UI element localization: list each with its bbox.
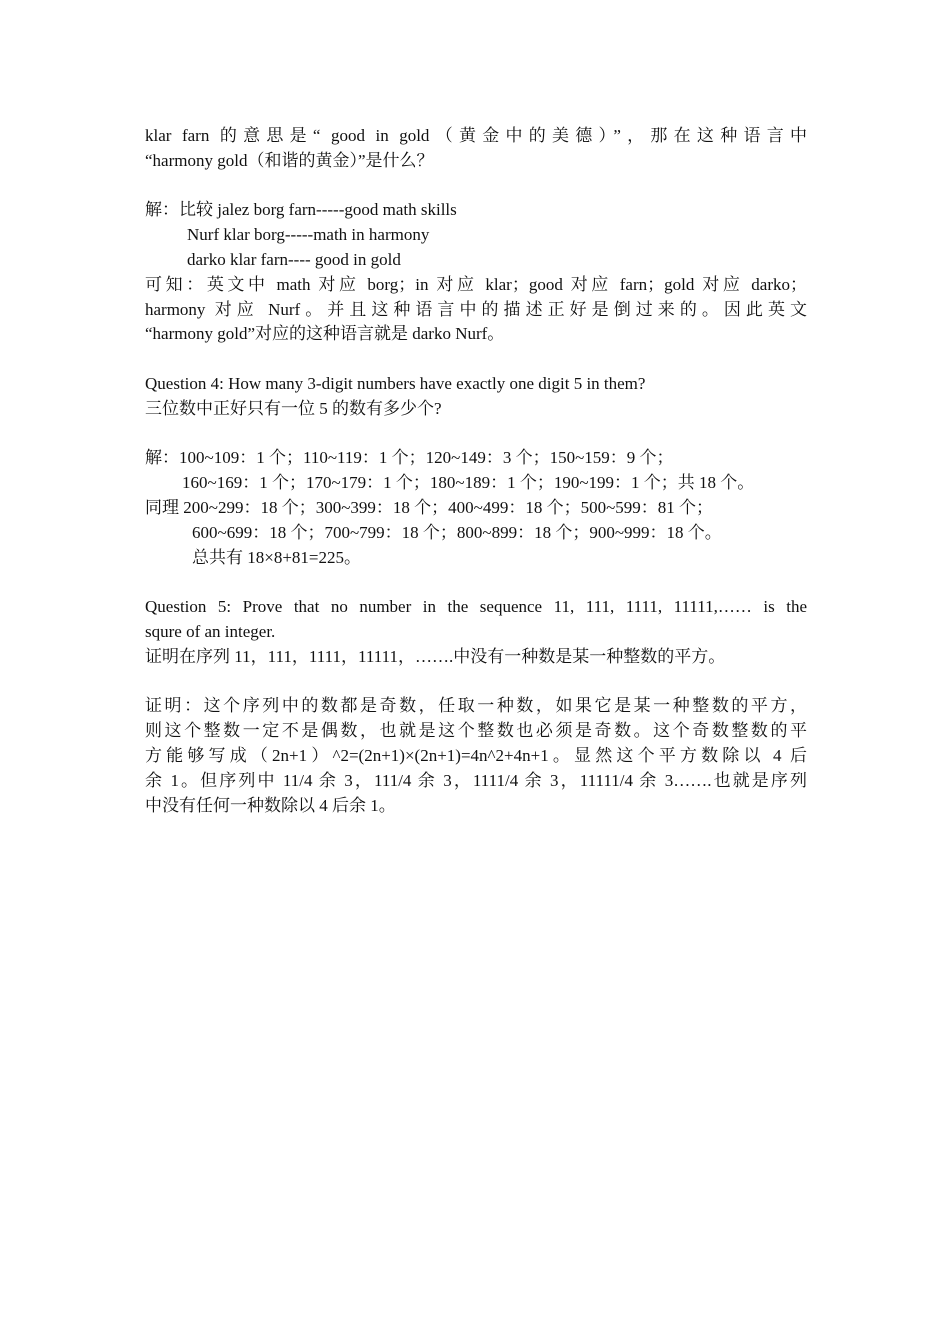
solution-4-line-4: 600~699：18 个；700~799：18 个；800~899：18 个；900~999：18 个。 <box>192 522 722 542</box>
solution-4-line-2: 160~169：1 个；170~179：1 个；180~189：1 个；190~199：1 个；共 18 个。 <box>182 473 755 493</box>
question-5-english-line-1: Question 5: Prove that no number in the sequence 11, 111, 1111, 11111,…… is the <box>145 597 807 617</box>
question-4-english: Question 4: How many 3-digit numbers have exactly one digit 5 in them? <box>145 373 646 393</box>
question-3-text-line-1: klar farn 的意思是“ good in gold（黄金中的美德）”，那在这种语言中 <box>145 126 807 145</box>
paragraph-gap <box>145 570 807 595</box>
proof-5-line-2: 则这个整数一定不是偶数，也就是这个整数也必须是奇数。这个奇数整数的平 <box>145 721 807 741</box>
solution-4-line-1: 解：100~109：1 个；110~119：1 个；120~149：3 个；150~159：9 个； <box>145 448 674 468</box>
question-5-english-line-2: squre of an integer. <box>145 621 276 641</box>
proof-5-line-4: 余 1。但序列中 11/4 余 3，111/4 余 3，1111/4 余 3，11111/4 余 3…….也就是序列 <box>145 770 807 790</box>
question-5-chinese: 证明在序列 11，111，1111，11111，…….中没有一种数是某一种整数的平方。 <box>145 646 726 666</box>
solution-3-line-6: “harmony gold”对应的这种语言就是 darko Nurf。 <box>145 324 505 344</box>
solution-4-total: 总共有 18×8+81=225。 <box>192 547 362 567</box>
solution-3-line-5: harmony 对应 Nurf。并且这种语言中的描述正好是倒过来的。因此英文 <box>145 299 807 319</box>
paragraph-gap <box>145 670 807 695</box>
paragraph-gap <box>145 174 807 199</box>
proof-5-line-5: 中没有任何一种数除以 4 后余 1。 <box>145 795 396 815</box>
solution-3-line-1: 解：比较 jalez borg farn-----good math skills <box>145 200 457 220</box>
question-3-text-line-2: “harmony gold（和谐的黄金）”是什么？ <box>145 150 434 170</box>
proof-5-line-3: 方能够写成（2n+1）^2=(2n+1)×(2n+1)=4n^2+4n+1。显然这个平方数除以 4 后 <box>145 745 807 765</box>
solution-3-line-4: 可知：英文中 math 对应 borg；in 对应 klar；good 对应 farn；gold 对应 darko； <box>145 274 807 294</box>
question-4-chinese: 三位数中正好只有一位 5 的数有多少个? <box>145 398 442 418</box>
document-body <box>145 124 807 818</box>
proof-5-line-1: 证明：这个序列中的数都是奇数，任取一种数，如果它是某一种整数的平方， <box>145 696 807 716</box>
paragraph-gap <box>145 422 807 447</box>
solution-3-line-2: Nurf klar borg-----math in harmony <box>187 225 430 245</box>
paragraph-gap <box>145 347 807 372</box>
solution-4-line-3: 同理 200~299：18 个；300~399：18 个；400~499：18 个；500~599：81 个； <box>145 497 714 517</box>
solution-3-line-3: darko klar farn---- good in gold <box>187 249 401 269</box>
